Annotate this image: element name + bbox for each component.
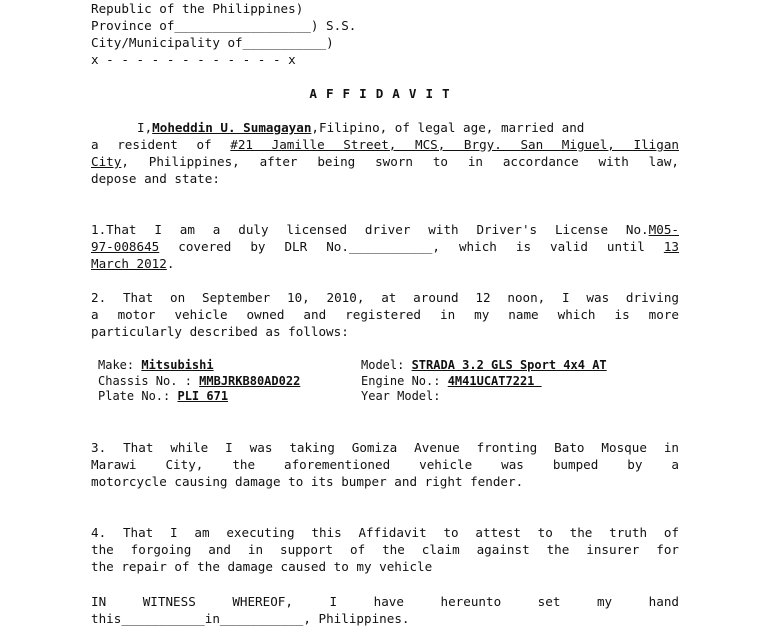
p1-text: , which is valid until	[432, 239, 664, 254]
make-label: Make:	[98, 358, 142, 372]
x-separator: x - - - - - - - - - - - - x	[91, 52, 296, 67]
p1-text: 1.That I am a duly licensed driver with Driver's License No.	[91, 222, 649, 237]
date-blank: ___________	[121, 611, 205, 626]
plate-value: PLI 671	[177, 389, 229, 403]
year-model-label: Year Model:	[361, 389, 441, 403]
intro-line-1	[137, 119, 584, 136]
chassis-label: Chassis No. :	[98, 374, 200, 388]
valid-until-part-2: March 2012	[91, 256, 167, 271]
province-blank: __________________	[174, 18, 311, 33]
p1-line-3	[91, 255, 174, 272]
place-blank: ___________	[219, 611, 304, 626]
city-suffix: )	[326, 35, 334, 50]
city-label: City/Municipality of	[91, 35, 243, 50]
address-part-1: #21 Jamille Street, MCS, Brgy. San Miguel, Iligan	[230, 137, 679, 152]
engine-value: 4M41UCAT7221	[447, 374, 542, 388]
engine-label: Engine No.:	[361, 374, 448, 388]
intro-line-3	[91, 153, 679, 170]
intro-text: a resident of	[91, 137, 231, 152]
address-part-2: City	[91, 154, 122, 169]
province-label: Province of	[91, 18, 175, 33]
p2-line-2: a motor vehicle owned and registered in my name which is more	[91, 307, 679, 322]
p1-line-2	[91, 238, 679, 255]
p4-line-2: the forgoing and in support of the claim against the insurer for	[91, 542, 679, 557]
intro-line-2	[91, 136, 679, 153]
p2-line-3: particularly described as follows:	[91, 324, 349, 339]
license-part-2: 97-008645	[91, 239, 160, 254]
p3-line-2: Marawi City, the aforementioned vehicle was bumped by a	[91, 457, 679, 472]
model-label: Model:	[361, 358, 412, 372]
plate-label: Plate No.:	[98, 389, 178, 403]
intro-text: I,	[137, 120, 153, 135]
province-suffix: ) S.S.	[310, 18, 357, 33]
city-line	[91, 34, 334, 51]
plate-row	[98, 388, 228, 404]
engine-row	[361, 373, 542, 389]
city-blank: ___________	[242, 35, 327, 50]
valid-until-part-1: 13	[663, 239, 680, 254]
make-row	[98, 357, 214, 373]
license-part-1: M05-	[648, 222, 679, 237]
witness-line-1: IN WITNESS WHEREOF, I have hereunto set my hand	[91, 594, 679, 609]
affiant-name: Moheddin U. Sumagayan	[152, 120, 312, 135]
intro-text: , Philippines, after being sworn to in accordance with law,	[121, 154, 679, 169]
make-value: Mitsubishi	[141, 358, 214, 372]
p4-line-3: the repair of the damage caused to my vehicle	[91, 559, 433, 574]
witness-text: this	[91, 611, 122, 626]
p2-line-1: 2. That on September 10, 2010, at around 12 noon, I was driving	[91, 290, 679, 305]
chassis-value: MMBJRKB80AD022	[199, 374, 301, 388]
document-title: AFFIDAVIT	[309, 86, 459, 101]
p1-text: covered by DLR No.	[159, 239, 349, 254]
intro-line-4: depose and state:	[91, 171, 220, 186]
p3-line-1: 3. That while I was taking Gomiza Avenue fronting Bato Mosque in	[91, 440, 679, 455]
witness-text: in	[204, 611, 220, 626]
p1-text: .	[166, 256, 175, 271]
model-row	[361, 357, 607, 373]
p4-line-1: 4. That I am executing this Affidavit to attest to the truth of	[91, 525, 679, 540]
dlr-blank: ___________	[348, 239, 433, 254]
witness-text: , Philippines.	[303, 611, 410, 626]
p3-line-3: motorcycle causing damage to its bumper and right fender.	[91, 474, 524, 489]
intro-text: ,Filipino, of legal age, married and	[311, 120, 585, 135]
witness-line-2	[91, 610, 409, 627]
republic-line: Republic of the Philippines)	[91, 1, 304, 16]
chassis-row	[98, 373, 300, 389]
province-line	[91, 17, 356, 34]
model-value: STRADA 3.2 GLS Sport 4x4 AT	[411, 358, 607, 372]
p1-line-1	[91, 221, 679, 238]
